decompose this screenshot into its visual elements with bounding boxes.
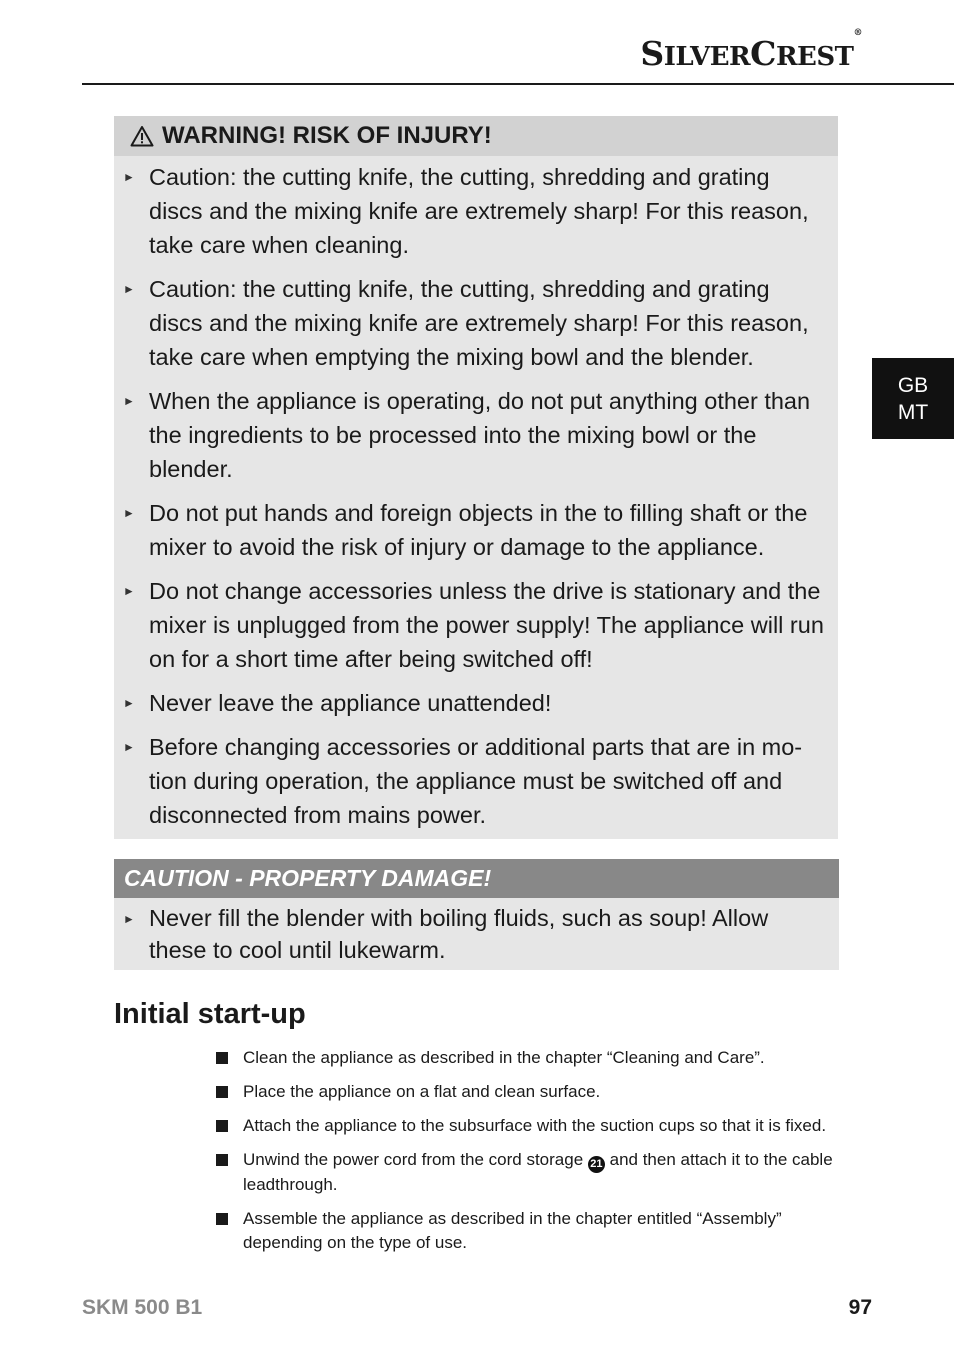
warning-list	[114, 156, 838, 832]
list-item: Unwind the power cord from the cord storage 21 and then attach it to the cable leadthrough.	[216, 1148, 836, 1197]
list-item: ► Never fill the blender with boiling fluids, such as soup! Allow these to cool until lukewarm.	[123, 902, 829, 966]
warning-triangle-icon	[130, 125, 154, 147]
list-item: ► When the appliance is operating, do not put anything other than the ingredients to be processed into the mixing bowl or the blender.	[123, 384, 828, 486]
arrow-bullet-icon: ►	[123, 282, 135, 296]
list-item: Assemble the appliance as described in the chapter entitled “Assembly” depending on the type of use.	[216, 1207, 836, 1255]
list-item: ► Caution: the cutting knife, the cutting, shredding and grating discs and the mixing knife are extremely sharp! For this reason, take care when emptying the mixing bowl and the blender.	[123, 272, 828, 374]
square-bullet-icon	[216, 1086, 228, 1098]
language-code-2: MT	[897, 400, 929, 424]
header-rule	[82, 83, 954, 85]
list-item: ► Never leave the appliance unattended!	[123, 686, 828, 720]
list-item: ► Before changing accessories or additional parts that are in mo-tion during operation, the appliance must be switched off and disconnected from mains power.	[123, 730, 828, 832]
list-item: ► Do not put hands and foreign objects in the to filling shaft or the mixer to avoid the risk of injury or damage to the appliance.	[123, 496, 828, 564]
footer-model: SKM 500 B1	[82, 1296, 203, 1319]
reference-number-badge: 21	[588, 1156, 605, 1173]
brand-logo: SILVERCREST®	[640, 28, 862, 73]
language-code-1: GB	[897, 373, 929, 397]
caution-title: CAUTION - PROPERTY DAMAGE!	[124, 865, 492, 891]
square-bullet-icon	[216, 1213, 228, 1225]
caution-box	[114, 859, 839, 970]
caution-list	[114, 898, 839, 966]
arrow-bullet-icon: ►	[123, 740, 135, 754]
arrow-bullet-icon: ►	[123, 912, 135, 926]
arrow-bullet-icon: ►	[123, 506, 135, 520]
list-item: Attach the appliance to the subsurface with the suction cups so that it is fixed.	[216, 1114, 836, 1138]
startup-steps-list	[216, 1046, 836, 1265]
arrow-bullet-icon: ►	[123, 584, 135, 598]
warning-box	[114, 116, 838, 839]
page-number: 97	[848, 1296, 872, 1319]
list-item: ► Do not change accessories unless the drive is stationary and the mixer is unplugged from the power supply! The appliance will run on for a short time after being switched off!	[123, 574, 828, 676]
language-tab	[872, 358, 954, 439]
arrow-bullet-icon: ►	[123, 170, 135, 184]
warning-title: WARNING! RISK OF INJURY!	[162, 122, 492, 149]
warning-header	[114, 116, 838, 156]
list-item: Clean the appliance as described in the chapter “Cleaning and Care”.	[216, 1046, 836, 1070]
square-bullet-icon	[216, 1052, 228, 1064]
square-bullet-icon	[216, 1120, 228, 1132]
arrow-bullet-icon: ►	[123, 696, 135, 710]
arrow-bullet-icon: ►	[123, 394, 135, 408]
section-title: Initial start-up	[114, 998, 306, 1030]
caution-header	[114, 859, 839, 898]
square-bullet-icon	[216, 1154, 228, 1166]
list-item: ► Caution: the cutting knife, the cutting, shredding and grating discs and the mixing knife are extremely sharp! For this reason, take care when cleaning.	[123, 160, 828, 262]
list-item: Place the appliance on a flat and clean surface.	[216, 1080, 836, 1104]
